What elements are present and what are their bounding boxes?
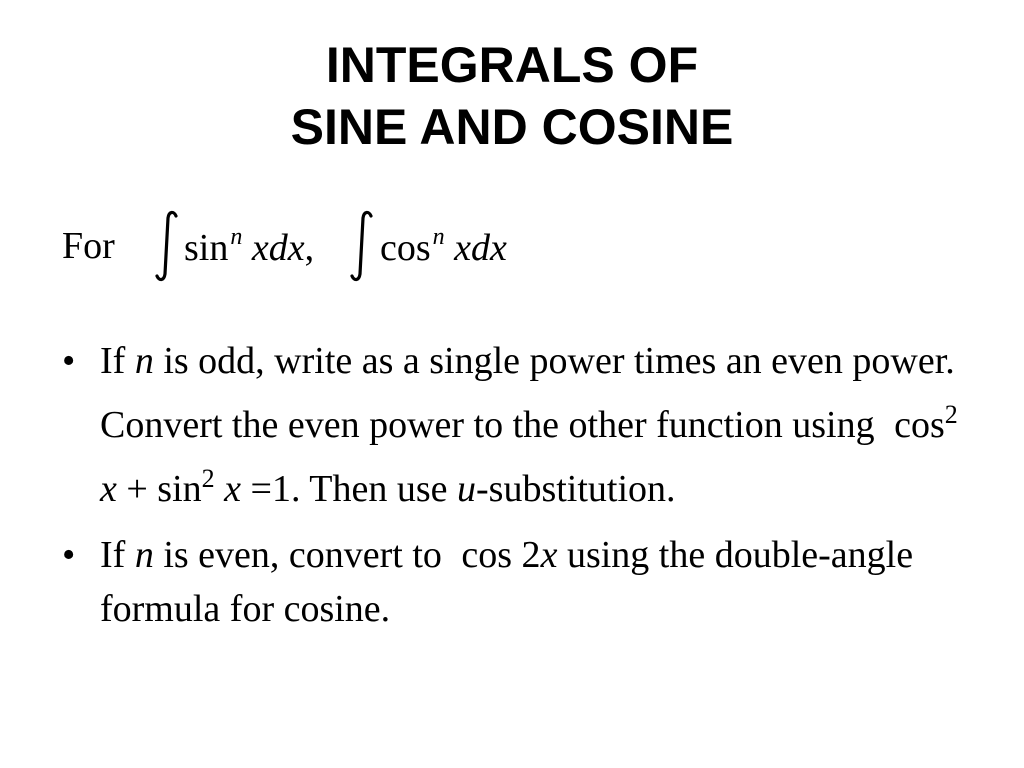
var-x: x — [100, 468, 117, 510]
integral-sign-icon — [347, 208, 377, 284]
var-n: n — [134, 534, 154, 576]
exponent: 2 — [944, 400, 958, 429]
sine-power: n — [230, 224, 243, 250]
text: is odd, write as a single power times an even power. Convert the even power to the other function using — [100, 340, 955, 446]
exponent: 2 — [201, 464, 215, 493]
bullet-list — [62, 334, 962, 648]
bullet-icon: • — [62, 534, 76, 576]
var-x: x — [224, 468, 242, 510]
text: is even, convert to — [153, 534, 452, 576]
sine-func: sin — [184, 227, 229, 269]
cosine-differential: xdx — [454, 227, 507, 269]
formula-separator: , — [304, 227, 315, 269]
text: If — [100, 534, 135, 576]
sine-differential: xdx — [251, 227, 305, 269]
var-x: x — [540, 534, 558, 576]
title-line-2: SINE AND COSINE — [290, 99, 734, 155]
text: cos 2 — [461, 534, 541, 576]
var-n: n — [134, 340, 154, 382]
sine-integrand — [184, 224, 314, 270]
var-u: u — [457, 468, 477, 510]
bullet-even-case — [62, 528, 962, 636]
text: =1. Then use — [241, 468, 458, 510]
slide-title — [0, 34, 1024, 158]
text: + sin — [116, 468, 202, 510]
integral-sign-icon — [152, 208, 182, 284]
text: cos — [894, 404, 945, 446]
text: If — [100, 340, 135, 382]
title-line-1: INTEGRALS OF — [325, 37, 699, 93]
cosine-power: n — [432, 224, 445, 250]
bullet-odd-case — [62, 334, 962, 516]
cosine-integrand — [380, 224, 507, 270]
text: using the double-angle formula for cosine. — [100, 534, 914, 630]
text: -substitution. — [476, 468, 676, 510]
cosine-func: cos — [380, 227, 431, 269]
for-label: For — [62, 225, 115, 267]
bullet-icon: • — [62, 340, 76, 382]
